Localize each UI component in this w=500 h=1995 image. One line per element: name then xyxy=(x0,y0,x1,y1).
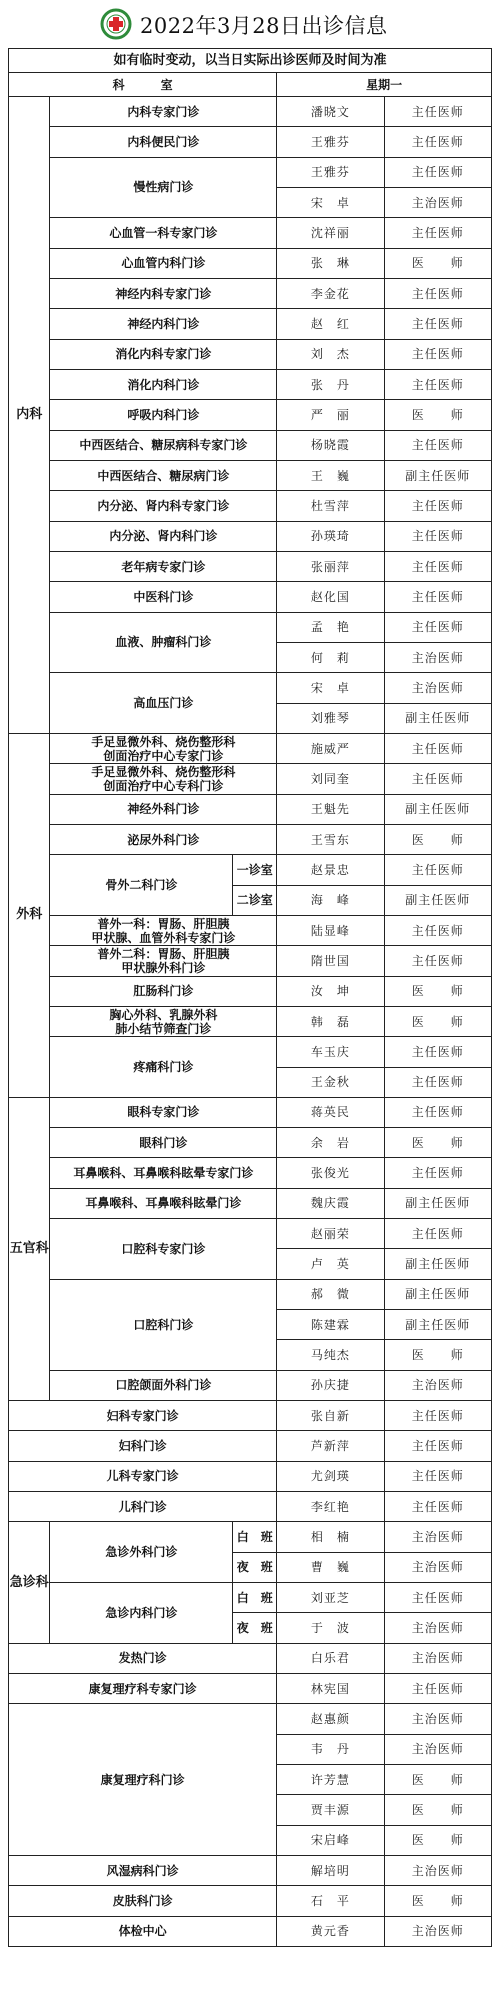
doctor-name: 宋 卓 xyxy=(277,187,384,217)
doctor-name: 林宪国 xyxy=(277,1674,384,1704)
clinic-name: 耳鼻喉科、耳鼻喉科眩晕专家门诊 xyxy=(50,1158,277,1188)
doctor-title: 主任医师 xyxy=(384,1461,491,1491)
doctor-title: 医 师 xyxy=(384,1128,491,1158)
doctor-title: 主任医师 xyxy=(384,946,491,976)
clinic-name: 体检中心 xyxy=(9,1916,277,1946)
group-jizhen: 急诊科 xyxy=(9,1522,50,1643)
doctor-name: 赵惠颜 xyxy=(277,1704,384,1734)
clinic-name: 眼科门诊 xyxy=(50,1128,277,1158)
doctor-name: 车玉庆 xyxy=(277,1037,384,1067)
doctor-title: 主治医师 xyxy=(384,1613,491,1643)
doctor-title: 医 师 xyxy=(384,1825,491,1855)
clinic-name xyxy=(50,1006,277,1036)
doctor-title: 医 师 xyxy=(384,1886,491,1916)
group-wuguan: 五官科 xyxy=(9,1097,50,1400)
hospital-logo-icon xyxy=(100,8,132,40)
clinic-name-line1: 普外一科：胃肠、肝胆胰 xyxy=(97,916,230,931)
doctor-title: 主任医师 xyxy=(384,855,491,885)
clinic-name: 康复理疗科专家门诊 xyxy=(9,1674,277,1704)
doctor-name: 赵景忠 xyxy=(277,855,384,885)
doctor-title: 副主任医师 xyxy=(384,703,491,733)
shift-label: 夜 班 xyxy=(233,1613,277,1643)
clinic-name: 心血管一科专家门诊 xyxy=(50,218,277,248)
clinic-name: 中西医结合、糖尿病门诊 xyxy=(50,460,277,490)
doctor-title: 主治医师 xyxy=(384,187,491,217)
clinic-name: 耳鼻喉科、耳鼻喉科眩晕门诊 xyxy=(50,1188,277,1218)
clinic-name-line2: 肺小结节筛查门诊 xyxy=(115,1021,212,1036)
doctor-name: 王雪东 xyxy=(277,824,384,854)
doctor-title: 主治医师 xyxy=(384,1856,491,1886)
doctor-name: 宋启峰 xyxy=(277,1825,384,1855)
doctor-title: 主任医师 xyxy=(384,1401,491,1431)
doctor-name: 施威严 xyxy=(277,733,384,763)
doctor-name: 石 平 xyxy=(277,1886,384,1916)
doctor-name: 曹 巍 xyxy=(277,1552,384,1582)
doctor-name: 张 琳 xyxy=(277,248,384,278)
clinic-name: 风湿病科门诊 xyxy=(9,1856,277,1886)
clinic-name: 泌尿外科门诊 xyxy=(50,824,277,854)
clinic-name-line1: 胸心外科、乳腺外科 xyxy=(109,1007,218,1022)
doctor-name: 张自新 xyxy=(277,1401,384,1431)
doctor-name: 潘晓文 xyxy=(277,97,384,127)
doctor-name: 李金花 xyxy=(277,278,384,308)
doctor-title: 医 师 xyxy=(384,976,491,1006)
doctor-title: 主任医师 xyxy=(384,1037,491,1067)
doctor-title: 主任医师 xyxy=(384,1067,491,1097)
doctor-name: 杨晓霞 xyxy=(277,430,384,460)
clinic-name: 内分泌、肾内科专家门诊 xyxy=(50,491,277,521)
doctor-name: 王魁先 xyxy=(277,794,384,824)
doctor-title: 主治医师 xyxy=(384,673,491,703)
clinic-name: 骨外二科门诊 xyxy=(50,855,233,916)
doctor-name: 刘 杰 xyxy=(277,339,384,369)
doctor-title: 主任医师 xyxy=(384,339,491,369)
doctor-title: 副主任医师 xyxy=(384,885,491,915)
doctor-name: 王金秋 xyxy=(277,1067,384,1097)
doctor-title: 主任医师 xyxy=(384,278,491,308)
doctor-title: 主任医师 xyxy=(384,491,491,521)
doctor-title: 主任医师 xyxy=(384,551,491,581)
schedule-table xyxy=(8,48,492,1947)
clinic-name: 消化内科门诊 xyxy=(50,369,277,399)
clinic-name: 皮肤科门诊 xyxy=(9,1886,277,1916)
doctor-title: 主任医师 xyxy=(384,157,491,187)
clinic-name: 妇科专家门诊 xyxy=(9,1401,277,1431)
clinic-name-line1: 手足显微外科、烧伤整形科 xyxy=(91,764,236,779)
doctor-name: 郝 微 xyxy=(277,1279,384,1309)
doctor-title: 主治医师 xyxy=(384,1916,491,1946)
doctor-name: 杜雪萍 xyxy=(277,491,384,521)
doctor-name: 白乐君 xyxy=(277,1643,384,1673)
doctor-name: 许芳慧 xyxy=(277,1765,384,1795)
clinic-name: 神经内科门诊 xyxy=(50,309,277,339)
doctor-name: 贾丰源 xyxy=(277,1795,384,1825)
doctor-title: 副主任医师 xyxy=(384,1249,491,1279)
doctor-title: 主任医师 xyxy=(384,309,491,339)
room-name: 一诊室 xyxy=(233,855,277,885)
doctor-name: 孙瑛琦 xyxy=(277,521,384,551)
doctor-title: 副主任医师 xyxy=(384,1310,491,1340)
clinic-name xyxy=(50,764,277,794)
doctor-title: 主任医师 xyxy=(384,582,491,612)
clinic-name-line2: 创面治疗中心专科门诊 xyxy=(103,778,224,793)
doctor-title: 主任医师 xyxy=(384,1158,491,1188)
doctor-title: 主任医师 xyxy=(384,612,491,642)
shift-label: 夜 班 xyxy=(233,1552,277,1582)
doctor-name: 何 莉 xyxy=(277,642,384,672)
clinic-name-line2: 甲状腺、血管外科专家门诊 xyxy=(91,930,236,945)
doctor-name: 严 丽 xyxy=(277,400,384,430)
doctor-name: 刘亚芝 xyxy=(277,1583,384,1613)
doctor-title: 主治医师 xyxy=(384,1370,491,1400)
clinic-name-line2: 创面治疗中心专家门诊 xyxy=(103,748,224,763)
doctor-name: 韦 丹 xyxy=(277,1734,384,1764)
doctor-name: 孙庆捷 xyxy=(277,1370,384,1400)
doctor-title: 主治医师 xyxy=(384,1552,491,1582)
doctor-name: 刘同奎 xyxy=(277,764,384,794)
doctor-title: 主任医师 xyxy=(384,97,491,127)
doctor-title: 主任医师 xyxy=(384,1674,491,1704)
doctor-title: 主任医师 xyxy=(384,915,491,945)
doctor-title: 副主任医师 xyxy=(384,1188,491,1218)
doctor-name: 卢 英 xyxy=(277,1249,384,1279)
doctor-name: 于 波 xyxy=(277,1613,384,1643)
clinic-name: 急诊内科门诊 xyxy=(50,1583,233,1644)
clinic-name: 儿科门诊 xyxy=(9,1492,277,1522)
clinic-name: 中医科门诊 xyxy=(50,582,277,612)
doctor-title: 主任医师 xyxy=(384,1583,491,1613)
clinic-name: 血液、肿瘤科门诊 xyxy=(50,612,277,673)
clinic-name: 眼科专家门诊 xyxy=(50,1097,277,1127)
clinic-name: 神经外科门诊 xyxy=(50,794,277,824)
doctor-title: 主治医师 xyxy=(384,1643,491,1673)
doctor-title: 主治医师 xyxy=(384,1704,491,1734)
doctor-title: 主任医师 xyxy=(384,1431,491,1461)
doctor-title: 主任医师 xyxy=(384,218,491,248)
header-department: 科 室 xyxy=(9,73,277,97)
doctor-title: 主任医师 xyxy=(384,1097,491,1127)
clinic-name-line2: 甲状腺外科门诊 xyxy=(121,960,206,975)
doctor-name: 马纯杰 xyxy=(277,1340,384,1370)
doctor-title: 副主任医师 xyxy=(384,794,491,824)
doctor-name: 王雅芬 xyxy=(277,157,384,187)
doctor-title: 医 师 xyxy=(384,400,491,430)
header-day: 星期一 xyxy=(277,73,492,97)
doctor-title: 主治医师 xyxy=(384,642,491,672)
doctor-name: 解培明 xyxy=(277,1856,384,1886)
clinic-name: 口腔颌面外科门诊 xyxy=(50,1370,277,1400)
clinic-name: 疼痛科门诊 xyxy=(50,1037,277,1098)
doctor-name: 海 峰 xyxy=(277,885,384,915)
shift-label: 白 班 xyxy=(233,1522,277,1552)
clinic-name: 高血压门诊 xyxy=(50,673,277,734)
clinic-name-line1: 手足显微外科、烧伤整形科 xyxy=(91,734,236,749)
clinic-name: 发热门诊 xyxy=(9,1643,277,1673)
clinic-name: 内科便民门诊 xyxy=(50,127,277,157)
doctor-name: 张俊光 xyxy=(277,1158,384,1188)
doctor-name: 陆显峰 xyxy=(277,915,384,945)
doctor-title: 医 师 xyxy=(384,1795,491,1825)
doctor-name: 沈祥丽 xyxy=(277,218,384,248)
doctor-title: 主治医师 xyxy=(384,1522,491,1552)
doctor-title: 医 师 xyxy=(384,824,491,854)
doctor-name: 孟 艳 xyxy=(277,612,384,642)
clinic-name: 消化内科专家门诊 xyxy=(50,339,277,369)
clinic-name: 内分泌、肾内科门诊 xyxy=(50,521,277,551)
clinic-name: 儿科专家门诊 xyxy=(9,1461,277,1491)
doctor-name: 赵 红 xyxy=(277,309,384,339)
doctor-name: 相 楠 xyxy=(277,1522,384,1552)
doctor-title: 副主任医师 xyxy=(384,1279,491,1309)
doctor-title: 主任医师 xyxy=(384,369,491,399)
clinic-name xyxy=(50,915,277,945)
clinic-name: 心血管内科门诊 xyxy=(50,248,277,278)
doctor-name: 汝 坤 xyxy=(277,976,384,1006)
page-title: 2022年3月28日出诊信息 xyxy=(140,14,388,38)
clinic-name: 呼吸内科门诊 xyxy=(50,400,277,430)
clinic-name: 康复理疗科门诊 xyxy=(9,1704,277,1856)
doctor-title: 主任医师 xyxy=(384,430,491,460)
group-neike: 内科 xyxy=(9,97,50,734)
clinic-name xyxy=(50,946,277,976)
doctor-name: 隋世国 xyxy=(277,946,384,976)
doctor-title: 主任医师 xyxy=(384,521,491,551)
clinic-name: 口腔科专家门诊 xyxy=(50,1219,277,1280)
doctor-name: 陈建霖 xyxy=(277,1310,384,1340)
doctor-name: 张 丹 xyxy=(277,369,384,399)
header xyxy=(0,0,500,48)
doctor-title: 主任医师 xyxy=(384,764,491,794)
clinic-name: 内科专家门诊 xyxy=(50,97,277,127)
clinic-name: 妇科门诊 xyxy=(9,1431,277,1461)
doctor-name: 尤剑瑛 xyxy=(277,1461,384,1491)
clinic-name: 中西医结合、糖尿病科专家门诊 xyxy=(50,430,277,460)
doctor-name: 王 巍 xyxy=(277,460,384,490)
shift-label: 白 班 xyxy=(233,1583,277,1613)
clinic-name-line1: 普外二科：胃肠、肝胆胰 xyxy=(97,946,230,961)
clinic-name: 口腔科门诊 xyxy=(50,1279,277,1370)
doctor-name: 余 岩 xyxy=(277,1128,384,1158)
clinic-name: 急诊外科门诊 xyxy=(50,1522,233,1583)
notice: 如有临时变动，以当日实际出诊医师及时间为准 xyxy=(9,49,492,73)
doctor-name: 韩 磊 xyxy=(277,1006,384,1036)
doctor-title: 医 师 xyxy=(384,1340,491,1370)
clinic-name xyxy=(50,733,277,763)
doctor-title: 医 师 xyxy=(384,1006,491,1036)
doctor-name: 黄元香 xyxy=(277,1916,384,1946)
doctor-name: 李红艳 xyxy=(277,1492,384,1522)
group-waike: 外科 xyxy=(9,733,50,1097)
doctor-name: 张丽萍 xyxy=(277,551,384,581)
doctor-title: 医 师 xyxy=(384,248,491,278)
clinic-name: 神经内科专家门诊 xyxy=(50,278,277,308)
clinic-name: 慢性病门诊 xyxy=(50,157,277,218)
doctor-name: 王雅芬 xyxy=(277,127,384,157)
doctor-title: 主任医师 xyxy=(384,733,491,763)
doctor-title: 主治医师 xyxy=(384,1734,491,1764)
doctor-title: 主任医师 xyxy=(384,1219,491,1249)
doctor-title: 医 师 xyxy=(384,1765,491,1795)
clinic-name: 肛肠科门诊 xyxy=(50,976,277,1006)
doctor-title: 副主任医师 xyxy=(384,460,491,490)
doctor-title: 主任医师 xyxy=(384,1492,491,1522)
doctor-name: 赵化国 xyxy=(277,582,384,612)
room-name: 二诊室 xyxy=(233,885,277,915)
doctor-name: 蒋英民 xyxy=(277,1097,384,1127)
doctor-title: 主任医师 xyxy=(384,127,491,157)
doctor-name: 魏庆霞 xyxy=(277,1188,384,1218)
clinic-name: 老年病专家门诊 xyxy=(50,551,277,581)
doctor-name: 芦新萍 xyxy=(277,1431,384,1461)
doctor-name: 宋 卓 xyxy=(277,673,384,703)
doctor-name: 赵丽荣 xyxy=(277,1219,384,1249)
doctor-name: 刘雅琴 xyxy=(277,703,384,733)
